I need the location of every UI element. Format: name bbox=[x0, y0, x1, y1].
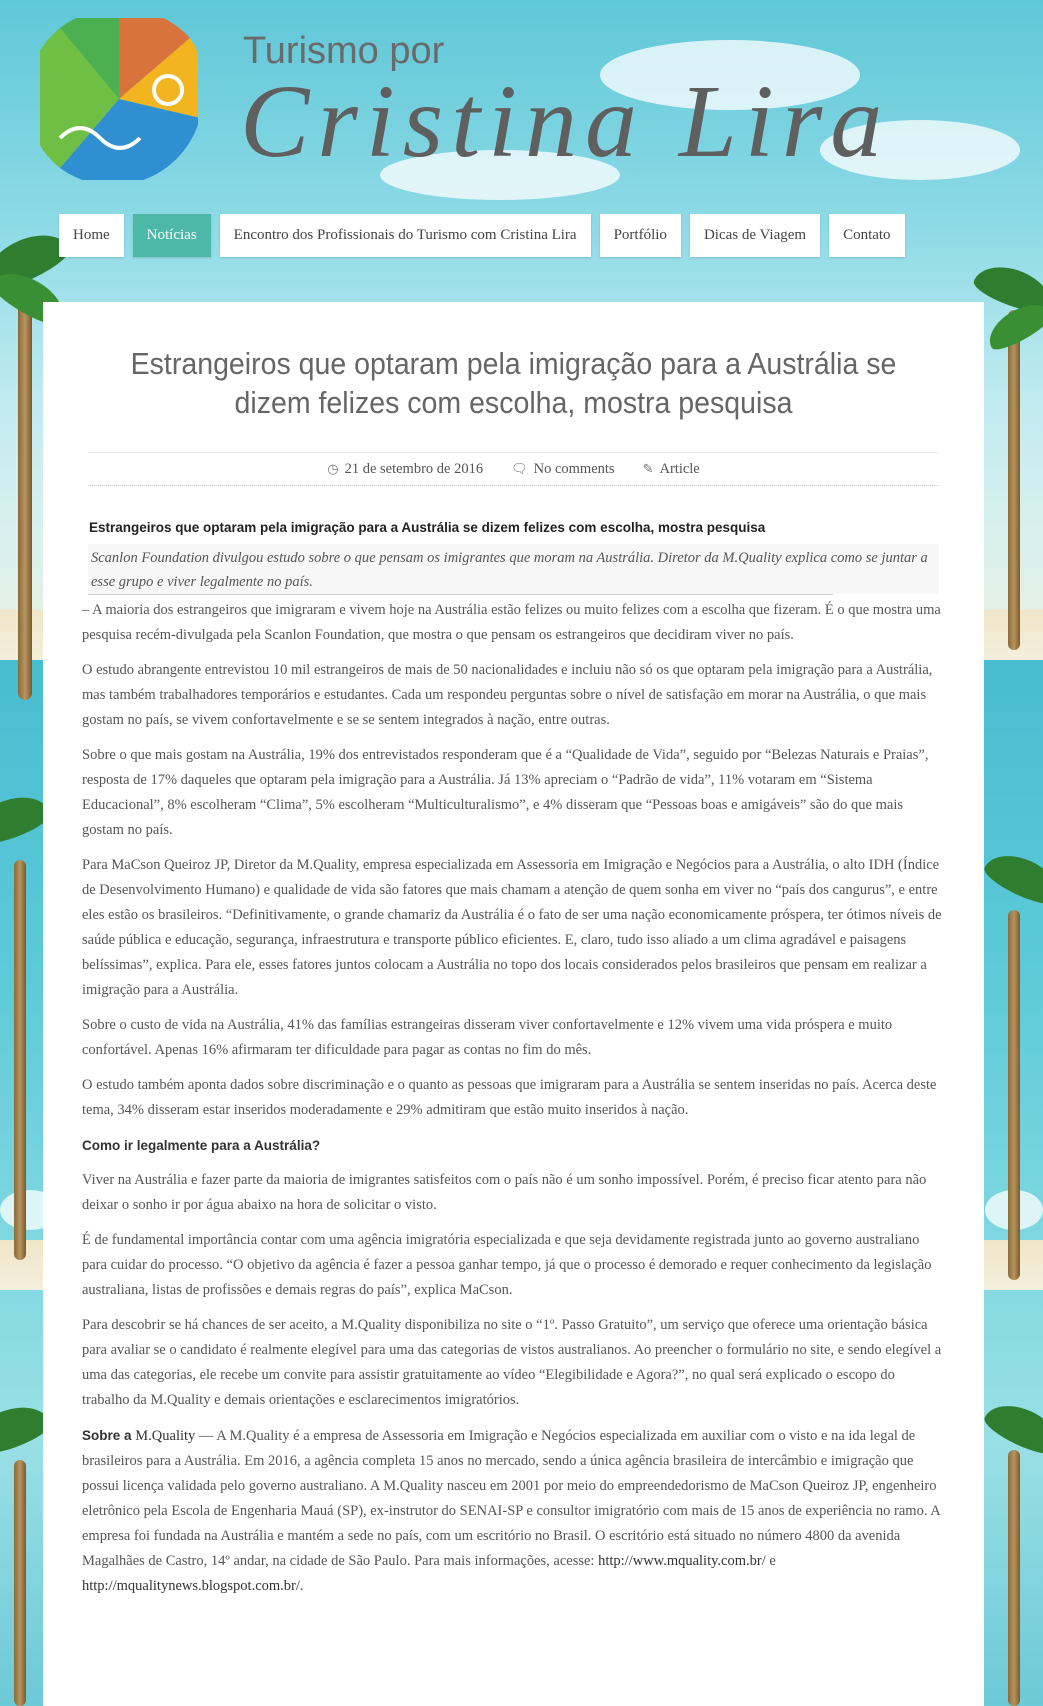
link-end: . bbox=[299, 1578, 304, 1594]
nav-home[interactable]: Home bbox=[59, 214, 124, 257]
article-title: Estrangeiros que optaram pela imigração para a Austrália se dizem felizes com escolha, mostra pesquisa bbox=[130, 346, 897, 420]
nav-encontro[interactable]: Encontro dos Profissionais do Turismo com Cristina Lira bbox=[220, 214, 591, 257]
paragraph: – A maioria dos estrangeiros que imigraram e vivem hoje na Austrália estão felizes ou muito felizes com a escolha que fizeram. É o que mostra uma pesquisa recém-divulgada pela Scanlon Foundation, que mostra o que pensam os estrangeiros que decidiram viver no país. bbox=[82, 602, 941, 643]
section-heading: Como ir legalmente para a Austrália? bbox=[82, 1138, 321, 1153]
lead-quote: Scanlon Foundation divulgou estudo sobre o que pensam os imigrantes que moram na Austrália. Diretor da M.Quality explica como se juntar a esse grupo e viver legalmente no país. bbox=[88, 544, 939, 594]
meta-date bbox=[327, 461, 483, 478]
palm-tree-right bbox=[984, 230, 1043, 650]
mqualitynews-link[interactable]: http://mqualitynews.blogspot.com.br/ bbox=[82, 1578, 300, 1594]
edit-icon: ✎ bbox=[642, 461, 654, 476]
mquality-link[interactable]: M.Quality bbox=[135, 1428, 196, 1444]
about-text: — A M.Quality é a empresa de Assessoria em Imigração e Negócios especializada em auxiliar com o visto e na ida legal de brasileiros para a Austrália. Em 2016, a agência completa 15 anos no mercado, sendo a única agência brasileira de intercâmbio e imigração que possui licença validada pelo governo australiano. A M.Quality nasceu em 2001 por meio do empreendedorismo de MaCson Queiroz JP, engenheiro eletrônico pela Escola de Engenharia Mauá (SP), ex-instrutor do SENAI-SP e consultor imigratório com mais de 15 anos de experiência no ramo. A empresa foi fundada na Austrália e mantém a sede no país, com um escritório no Brasil. O escritório está situado no número 4800 da avenida Magalhães de Castro, 14º andar, na cidade de São Paulo. Para mais informações, acesse: bbox=[82, 1428, 940, 1569]
link-separator: e bbox=[765, 1553, 776, 1569]
article-meta bbox=[88, 452, 939, 486]
nav-dicas-de-viagem[interactable]: Dicas de Viagem bbox=[690, 214, 820, 257]
main-nav bbox=[59, 214, 905, 257]
nav-contato[interactable]: Contato bbox=[829, 214, 905, 257]
paragraph: Para MaCson Queiroz JP, Diretor da M.Quality, empresa especializada em Assessoria em Imigração e Negócios para a Austrália, o alto IDH (Índice de Desenvolvimento Humano) e qualidade de vida são fatores que mais chamam a atenção de quem sonha em viver no “país dos cangurus”, e entre eles estão os brasileiros. “Definitivamente, o grande chamariz da Austrália é o fato de ser uma nação economicamente próspera, ter ótimos níveis de saúde pública e educação, segurança, infraestrutura e transporte público eficientes. E, claro, tudo isso aliado a um clima agradável e paisagens belíssimas”, explica. Para ele, esses fatores juntos colocam a Austrália no topo dos locais considerados pelos brasileiros que pensam em realizar a imigração para a Austrália. bbox=[82, 857, 942, 998]
meta-category-text[interactable]: Article bbox=[659, 460, 700, 477]
comment-icon: 🗨 bbox=[511, 461, 528, 476]
meta-date-text: 21 de setembro de 2016 bbox=[344, 460, 484, 477]
palm-tree-right-lower bbox=[984, 820, 1043, 1280]
paragraph: É de fundamental importância contar com uma agência imigratória especializada e que seja devidamente registrada junto ao governo australiano para cuidar do processo. “O objetivo da agência é fazer a pessoa ganhar tempo, já que o processo é demorado e requer conhecimento da legislação australiana, listas de profissões e demais regras do país”, explica MaCson. bbox=[82, 1232, 932, 1298]
article-body bbox=[82, 598, 944, 1609]
palm-tree-left-lower bbox=[0, 760, 43, 1260]
paragraph-about bbox=[82, 1423, 944, 1599]
paragraph: O estudo abrangente entrevistou 10 mil estrangeiros de mais de 50 nacionalidades e incluiu não só os que optaram pela imigração para a Austrália, mas também trabalhadores temporários e estudantes. Cada um respondeu perguntas sobre o nível de satisfação em morar na Austrália, o que mais gostam no país, se vivem confortavelmente e se se sentem integrados à nação, entre outras. bbox=[82, 662, 933, 728]
paragraph: Para descobrir se há chances de ser aceito, a M.Quality disponibiliza no site o “1º. Passo Gratuito”, um serviço que oferece uma orientação básica para avaliar se o candidato é realmente elegível para uma das categorias de vistos australianos. Ao preencher o formulário no site, e sendo elegível a uma das categorias, ele recebe um convite para assistir gratuitamente ao vídeo “Elegibilidade e Agora?”, no qual será explicado o escopo do trabalho da M.Quality e demais orientações e esclarecimentos imigratórios. bbox=[82, 1317, 942, 1408]
brand-title[interactable]: Cristina Lira bbox=[240, 64, 891, 179]
meta-comments-text[interactable]: No comments bbox=[533, 460, 615, 477]
logo[interactable] bbox=[40, 18, 198, 180]
about-label: Sobre a bbox=[82, 1428, 136, 1443]
clock-icon: ◷ bbox=[327, 461, 339, 476]
meta-category[interactable] bbox=[643, 461, 700, 478]
meta-comments[interactable] bbox=[511, 461, 614, 478]
brand-subtitle: Turismo por bbox=[243, 30, 445, 72]
palm-tree-left-bottom bbox=[0, 1380, 43, 1706]
paragraph: Sobre o custo de vida na Austrália, 41% das famílias estrangeiras disseram viver confortavelmente e 12% vivem uma vida próspera e muito confortável. Apenas 16% afirmaram ter dificuldade para pagar as contas no fim do mês. bbox=[82, 1017, 893, 1058]
palm-tree-right-bottom bbox=[984, 1380, 1043, 1706]
mquality-site-link[interactable]: http://www.mquality.com.br/ bbox=[598, 1553, 766, 1569]
quote-divider bbox=[88, 594, 833, 595]
paragraph: O estudo também aponta dados sobre discriminação e o quanto as pessoas que imigraram para a Austrália se sentem inseridas no país. Acerca deste tema, 34% disseram estar inseridos moderadamente e 29% admitiram que estão muito inseridos à nação. bbox=[82, 1077, 937, 1118]
lead-title: Estrangeiros que optaram pela imigração para a Austrália se dizem felizes com escolha, mostra pesquisa bbox=[89, 520, 766, 535]
paragraph: Viver na Austrália e fazer parte da maioria de imigrantes satisfeitos com o país não é um sonho impossível. Porém, é preciso ficar atento para não deixar o sonho ir por água abaixo na hora de solicitar o visto. bbox=[82, 1172, 927, 1213]
nav-portfolio[interactable]: Portfólio bbox=[600, 214, 681, 257]
article-card bbox=[43, 302, 984, 1706]
nav-noticias[interactable]: Notícias bbox=[133, 214, 211, 257]
paragraph: Sobre o que mais gostam na Austrália, 19% dos entrevistados responderam que é a “Qualidade de Vida”, seguido por “Belezas Naturais e Praias”, resposta de 17% daqueles que optaram pela imigração para a Austrália. Já 13% apreciam o “Padrão de vida”, 11% votaram em “Sistema Educacional”, 8% escolheram “Clima”, 5% escolheram “Multiculturalismo”, e 4% disseram que “Pessoas boas e amigáveis” são do que mais gostam no país. bbox=[82, 747, 929, 838]
